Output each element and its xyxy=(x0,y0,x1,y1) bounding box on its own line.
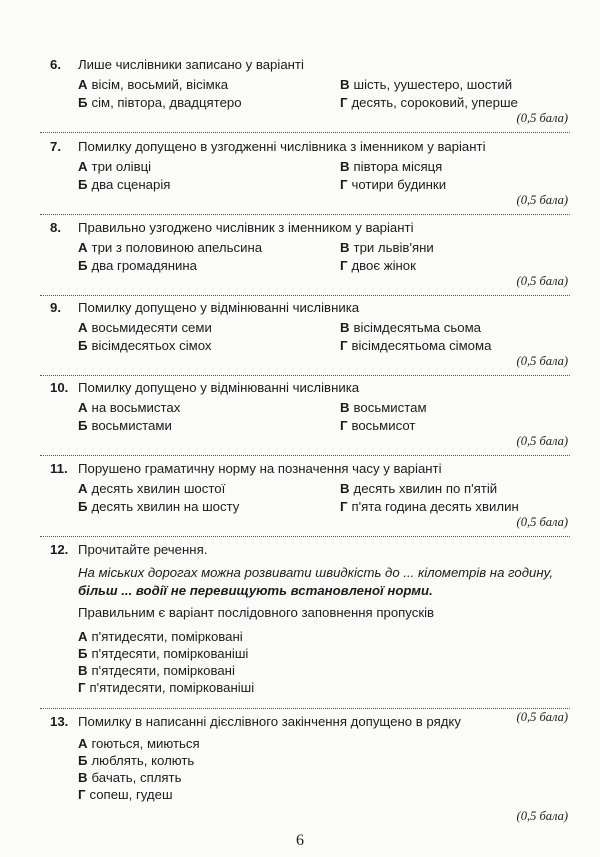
option-a[interactable] xyxy=(78,158,340,175)
question-12 xyxy=(40,541,570,725)
question-subtext: Правильним є варіант послідовного заповнення пропусків xyxy=(78,605,435,620)
option-b[interactable] xyxy=(78,498,340,515)
option-text: десять хвилин по п'ятій xyxy=(353,481,498,496)
question-text: Помилку допущено у відмінюванні числівника xyxy=(78,380,360,395)
answer-options xyxy=(78,480,570,515)
option-letter: Б xyxy=(78,338,88,353)
option-c[interactable] xyxy=(340,76,570,93)
divider xyxy=(40,132,570,133)
sentence-part-2: більш ... водії не перевищують встановленої норми. xyxy=(78,583,433,598)
option-a[interactable] xyxy=(78,239,340,256)
question-number: 12. xyxy=(50,542,69,557)
option-text: чотири будинки xyxy=(351,177,447,192)
option-letter: Г xyxy=(78,787,86,802)
option-text: десять хвилин шостої xyxy=(91,481,226,496)
option-letter: А xyxy=(78,629,88,644)
divider xyxy=(40,536,570,537)
option-letter: Г xyxy=(340,95,348,110)
page-number: 6 xyxy=(296,832,304,849)
option-b[interactable] xyxy=(78,94,340,111)
option-letter: Г xyxy=(340,177,348,192)
option-text: десять, сороковий, уперше xyxy=(351,95,518,110)
option-letter: В xyxy=(340,400,350,415)
option-letter: В xyxy=(78,770,88,785)
question-text: Помилку в написанні дієслівного закінчення допущено в рядку xyxy=(78,714,461,729)
option-letter: Б xyxy=(78,95,88,110)
option-letter: Б xyxy=(78,753,88,768)
question-10 xyxy=(40,379,570,449)
option-text: два громадянина xyxy=(91,258,198,273)
question-13 xyxy=(40,713,570,824)
option-b[interactable] xyxy=(78,645,570,662)
answer-options xyxy=(78,239,570,274)
divider xyxy=(40,214,570,215)
answer-options xyxy=(78,628,570,696)
option-letter: В xyxy=(340,320,350,335)
option-text: сім, півтора, двадцятеро xyxy=(91,95,242,110)
score-label: (0,5 бала) xyxy=(516,193,568,207)
option-d[interactable] xyxy=(340,498,570,515)
answer-options xyxy=(78,319,570,354)
question-number: 7. xyxy=(50,139,61,154)
option-text: двоє жінок xyxy=(351,258,416,273)
option-b[interactable] xyxy=(78,752,570,769)
option-letter: А xyxy=(78,400,88,415)
option-letter: В xyxy=(340,159,350,174)
option-a[interactable] xyxy=(78,480,340,497)
divider xyxy=(40,295,570,296)
option-b[interactable] xyxy=(78,257,340,274)
option-text: п'ятдесяти, поміркованіші xyxy=(91,646,249,661)
option-c[interactable] xyxy=(340,319,570,336)
divider xyxy=(40,455,570,456)
option-text: шість, уушестеро, шостий xyxy=(353,77,513,92)
option-c[interactable] xyxy=(78,662,570,679)
option-letter: А xyxy=(78,159,88,174)
option-text: п'ятидесяти, поміркованi xyxy=(91,629,243,644)
score-label: (0,5 бала) xyxy=(516,515,568,529)
option-letter: Б xyxy=(78,499,88,514)
option-d[interactable] xyxy=(340,337,570,354)
answer-options xyxy=(78,399,570,434)
option-c[interactable] xyxy=(340,239,570,256)
option-letter: А xyxy=(78,77,88,92)
divider xyxy=(40,708,570,709)
option-text: восьмистам xyxy=(353,400,427,415)
option-letter: А xyxy=(78,736,88,751)
option-b[interactable] xyxy=(78,337,340,354)
quoted-sentence xyxy=(78,564,570,600)
option-text: сопеш, гудеш xyxy=(89,787,173,802)
option-letter: Б xyxy=(78,177,88,192)
option-text: восьмисот xyxy=(351,418,416,433)
sentence-part-1: На міських дорогах можна розвивати швидкість до ... кілометрів на годину, xyxy=(78,565,554,580)
option-d[interactable] xyxy=(340,417,570,434)
option-letter: В xyxy=(340,77,350,92)
question-7 xyxy=(40,138,570,208)
score-label: (0,5 бала) xyxy=(516,809,568,823)
option-c[interactable] xyxy=(78,769,570,786)
option-text: п'ятидесяти, поміркованіші xyxy=(89,680,255,695)
option-text: вісім, восьмий, вісімка xyxy=(91,77,229,92)
option-letter: А xyxy=(78,240,88,255)
option-text: три львів'яни xyxy=(353,240,434,255)
score-label: (0,5 бала) xyxy=(516,111,568,125)
option-text: вісімдесятьома сімома xyxy=(351,338,492,353)
option-text: на восьмистах xyxy=(91,400,181,415)
question-6 xyxy=(40,56,570,126)
score-label: (0,5 бала) xyxy=(516,434,568,448)
option-text: бачать, сплять xyxy=(91,770,182,785)
option-text: вісімдесятьох сімох xyxy=(91,338,212,353)
option-a[interactable] xyxy=(78,735,570,752)
option-d[interactable] xyxy=(340,257,570,274)
option-text: три олівці xyxy=(91,159,152,174)
option-d[interactable] xyxy=(340,176,570,193)
score-label: (0,5 бала) xyxy=(516,354,568,368)
option-letter: Г xyxy=(340,418,348,433)
option-text: гоються, миються xyxy=(91,736,200,751)
option-text: два сценарія xyxy=(91,177,171,192)
divider xyxy=(40,375,570,376)
question-text: Лише числівники записано у варіанті xyxy=(78,57,304,72)
option-text: восьмистами xyxy=(91,418,172,433)
option-text: п'ятдесяти, помірковані xyxy=(91,663,235,678)
option-text: восьмидесяти семи xyxy=(91,320,212,335)
option-c[interactable] xyxy=(340,399,570,416)
option-letter: А xyxy=(78,320,88,335)
option-text: п'ята година десять хвилин xyxy=(351,499,519,514)
option-c[interactable] xyxy=(340,158,570,175)
option-letter: Б xyxy=(78,418,88,433)
option-letter: Г xyxy=(340,499,348,514)
option-a[interactable] xyxy=(78,76,340,93)
question-number: 13. xyxy=(50,714,69,729)
question-11 xyxy=(40,460,570,530)
question-9 xyxy=(40,299,570,369)
option-a[interactable] xyxy=(78,399,340,416)
question-text: Помилку допущено у відмінюванні числівника xyxy=(78,300,360,315)
question-number: 11. xyxy=(50,461,68,476)
option-letter: Б xyxy=(78,258,88,273)
answer-options xyxy=(78,735,570,803)
option-letter: В xyxy=(78,663,88,678)
option-letter: А xyxy=(78,481,88,496)
option-d[interactable] xyxy=(78,786,570,803)
score-label: (0,5 бала) xyxy=(516,274,568,288)
option-letter: В xyxy=(340,481,350,496)
score-label: (0,5 бала) xyxy=(516,710,568,724)
option-text: вісімдесятьма сьома xyxy=(353,320,481,335)
question-number: 10. xyxy=(50,380,69,395)
option-letter: Б xyxy=(78,646,88,661)
option-text: три з половиною апельсина xyxy=(91,240,263,255)
option-d[interactable] xyxy=(340,94,570,111)
option-letter: В xyxy=(340,240,350,255)
question-number: 9. xyxy=(50,300,61,315)
option-d[interactable] xyxy=(78,679,570,696)
option-a[interactable] xyxy=(78,319,340,336)
option-a[interactable] xyxy=(78,628,570,645)
option-c[interactable] xyxy=(340,480,570,497)
option-text: десять хвилин на шосту xyxy=(91,499,240,514)
option-letter: Г xyxy=(340,258,348,273)
option-b[interactable] xyxy=(78,417,340,434)
option-text: люблять, колють xyxy=(91,753,195,768)
question-number: 8. xyxy=(50,220,61,235)
option-letter: Г xyxy=(340,338,348,353)
question-text: Правильно узгоджено числівник з іменником у варіанті xyxy=(78,220,414,235)
question-text: Порушено граматичну норму на позначення часу у варіанті xyxy=(78,461,442,476)
answer-options xyxy=(78,76,570,111)
option-letter: Г xyxy=(78,680,86,695)
question-text: Помилку допущено в узгодженні числівника з іменником у варіанті xyxy=(78,139,486,154)
option-text: півтора місяця xyxy=(353,159,443,174)
option-b[interactable] xyxy=(78,176,340,193)
question-number: 6. xyxy=(50,57,61,72)
question-8 xyxy=(40,219,570,289)
question-text: Прочитайте речення. xyxy=(78,542,208,557)
answer-options xyxy=(78,158,570,193)
